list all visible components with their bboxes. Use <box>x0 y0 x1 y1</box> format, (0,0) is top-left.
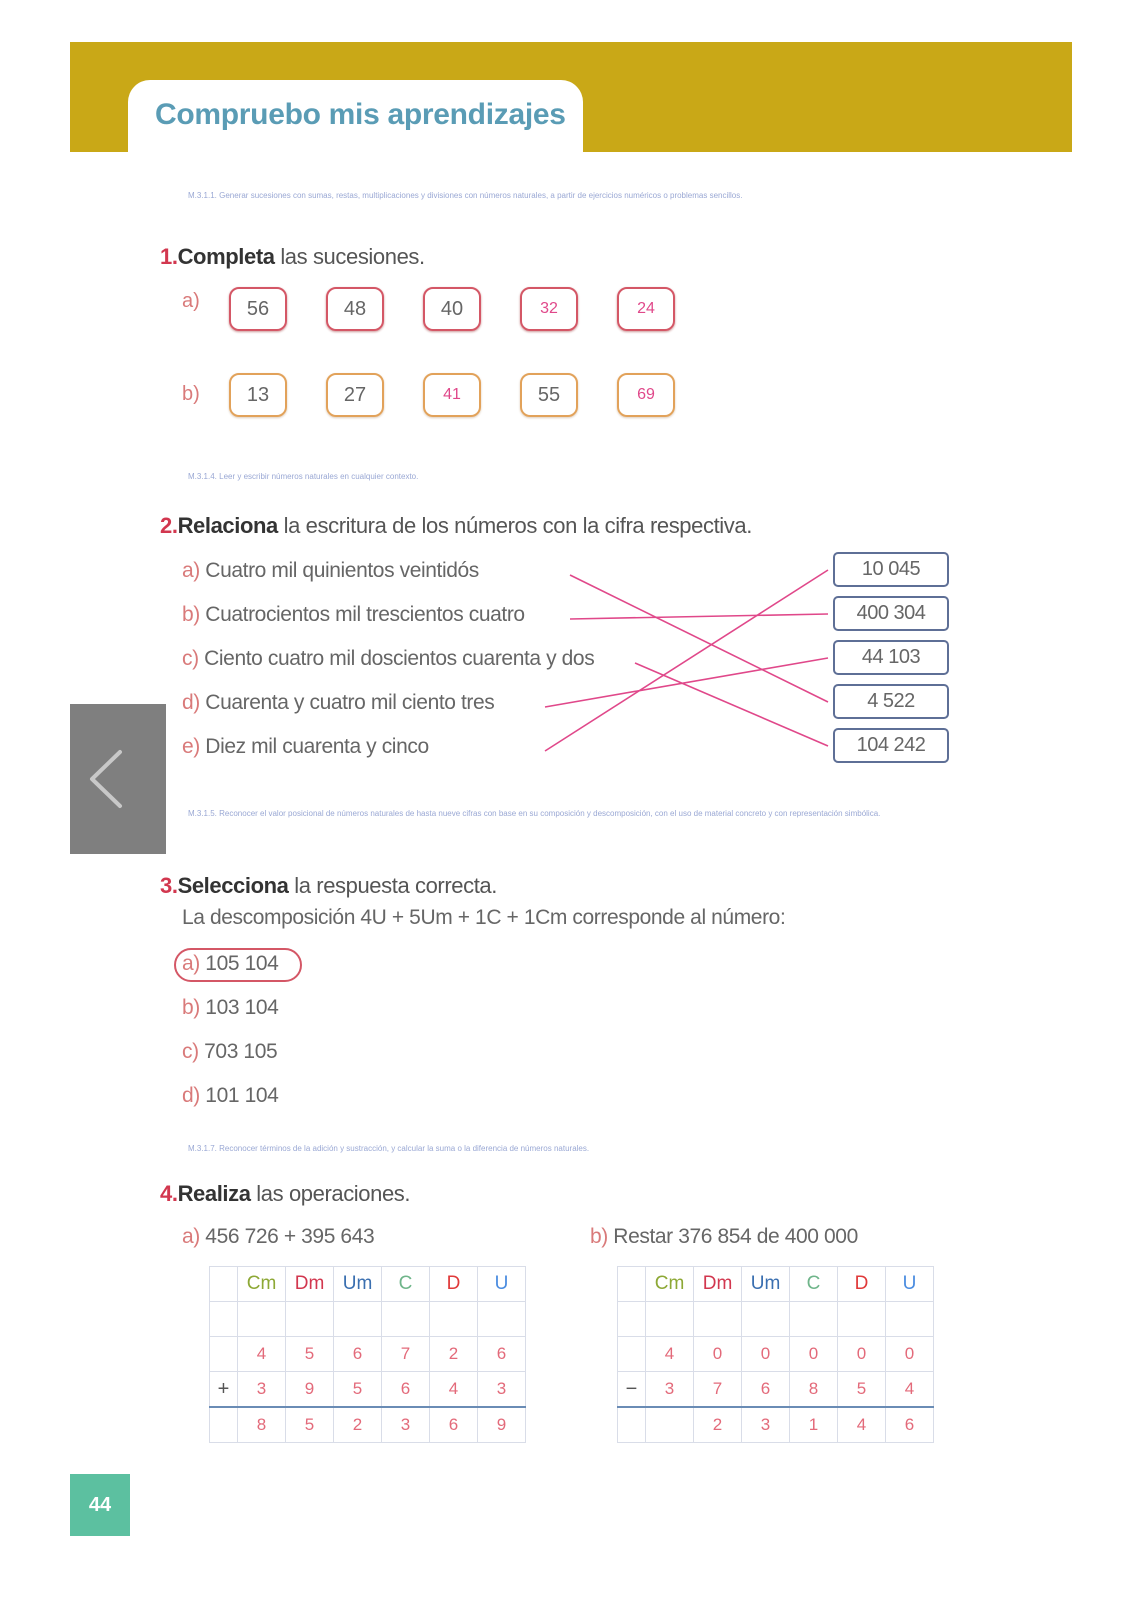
sequence-b-answer-1[interactable]: 41 <box>423 373 481 417</box>
result-cell[interactable]: 3 <box>382 1407 430 1443</box>
match-number-2[interactable]: 400 304 <box>833 596 949 631</box>
match-number-5[interactable]: 104 242 <box>833 728 949 763</box>
operation-text: Restar 376 854 de 400 000 <box>607 1225 858 1248</box>
standard-text-4: M.3.1.7. Reconocer términos de la adición y sustracción, y calcular la suma o la diferencia de números naturales. <box>188 1144 590 1153</box>
sequence-b-answer-2[interactable]: 69 <box>617 373 675 417</box>
digit-cell[interactable]: 4 <box>646 1337 694 1372</box>
result-cell[interactable]: 1 <box>790 1407 838 1443</box>
option-c[interactable] <box>182 1040 277 1064</box>
match-number-4[interactable]: 4 522 <box>833 684 949 719</box>
column-header-u: U <box>478 1267 526 1302</box>
phrase-text: Diez mil cuarenta y cinco <box>199 735 429 758</box>
standard-text-1: M.3.1.1. Generar sucesiones con sumas, restas, multiplicaciones y divisiones con números naturales, a partir de ejercicios numéricos o problemas sencillos. <box>188 191 743 200</box>
question-number: 2. <box>160 513 178 538</box>
sequence-b-label: b) <box>182 383 200 405</box>
digit-cell[interactable]: 6 <box>478 1337 526 1372</box>
phrase-text: Ciento cuatro mil doscientos cuarenta y dos <box>198 647 595 670</box>
question-verb: Selecciona <box>177 873 289 898</box>
question-verb: Completa <box>177 244 275 269</box>
previous-page-button[interactable] <box>70 704 166 854</box>
grid-cell[interactable] <box>430 1302 478 1337</box>
column-header-dm: Dm <box>286 1267 334 1302</box>
sequence-a-box-1: 56 <box>229 287 287 331</box>
digit-cell[interactable]: 0 <box>838 1337 886 1372</box>
grid-cell[interactable] <box>334 1302 382 1337</box>
result-cell[interactable]: 3 <box>742 1407 790 1443</box>
digit-cell[interactable]: 0 <box>886 1337 934 1372</box>
grid-cell[interactable] <box>382 1302 430 1337</box>
option-b[interactable] <box>182 996 278 1020</box>
operation-b-label <box>590 1225 858 1249</box>
phrase-letter: e) <box>182 735 200 758</box>
standard-text-3: M.3.1.5. Reconocer el valor posicional de números naturales de hasta nueve cifras con base en su composición y descomposición, con el uso de material concreto y con representación simbólica. <box>188 809 881 818</box>
option-letter: d) <box>182 1084 200 1107</box>
result-cell[interactable]: 6 <box>886 1407 934 1443</box>
grid-cell <box>210 1267 238 1302</box>
column-header-cm: Cm <box>238 1267 286 1302</box>
digit-cell[interactable]: 0 <box>790 1337 838 1372</box>
match-number-1[interactable]: 10 045 <box>833 552 949 587</box>
question-text: la escritura de los números con la cifra respectiva. <box>277 513 752 538</box>
sequence-a-box-2: 48 <box>326 287 384 331</box>
grid-cell[interactable] <box>286 1302 334 1337</box>
phrase-letter: a) <box>182 559 200 582</box>
question-verb: Realiza <box>177 1181 251 1206</box>
result-cell[interactable] <box>646 1407 694 1443</box>
match-line <box>570 614 828 619</box>
digit-cell[interactable]: 3 <box>478 1372 526 1408</box>
digit-cell[interactable]: 5 <box>334 1372 382 1408</box>
column-header-d: D <box>430 1267 478 1302</box>
grid-cell[interactable] <box>742 1302 790 1337</box>
question-text: la respuesta correcta. <box>288 873 497 898</box>
operator-sign: − <box>618 1372 646 1408</box>
option-a[interactable] <box>182 952 278 976</box>
option-letter: b) <box>182 996 200 1019</box>
column-header-c: C <box>790 1267 838 1302</box>
result-cell[interactable]: 4 <box>838 1407 886 1443</box>
digit-cell[interactable]: 3 <box>238 1372 286 1408</box>
match-line <box>545 658 828 707</box>
operation-letter: a) <box>182 1225 200 1248</box>
grid-cell <box>618 1302 646 1337</box>
result-cell[interactable]: 8 <box>238 1407 286 1443</box>
result-cell[interactable]: 9 <box>478 1407 526 1443</box>
match-number-3[interactable]: 44 103 <box>833 640 949 675</box>
digit-cell[interactable]: 4 <box>238 1337 286 1372</box>
operation-a-label <box>182 1225 374 1249</box>
page-title: Compruebo mis aprendizajes <box>155 98 566 131</box>
phrase-text: Cuatrocientos mil trescientos cuatro <box>199 603 525 626</box>
sequence-a-answer-2[interactable]: 24 <box>617 287 675 331</box>
page-number: 44 <box>70 1474 130 1536</box>
digit-cell[interactable]: 4 <box>886 1372 934 1408</box>
match-line <box>545 570 828 751</box>
column-header-u: U <box>886 1267 934 1302</box>
operation-a-grid <box>209 1266 526 1443</box>
grid-cell[interactable] <box>838 1302 886 1337</box>
option-text: 103 104 <box>199 996 279 1019</box>
digit-cell[interactable]: 7 <box>694 1372 742 1408</box>
phrase-letter: c) <box>182 647 199 670</box>
phrase-letter: b) <box>182 603 200 626</box>
question-text: las sucesiones. <box>274 244 425 269</box>
option-text: 105 104 <box>199 952 279 975</box>
sequence-a-label: a) <box>182 290 200 312</box>
question-3-title <box>160 873 497 899</box>
operator-sign: + <box>210 1372 238 1408</box>
digit-cell[interactable]: 0 <box>742 1337 790 1372</box>
digit-cell[interactable]: 5 <box>838 1372 886 1408</box>
sequence-a-answer-1[interactable]: 32 <box>520 287 578 331</box>
option-text: 703 105 <box>198 1040 278 1063</box>
sequence-b-box-1: 13 <box>229 373 287 417</box>
grid-cell <box>618 1407 646 1443</box>
grid-cell <box>210 1302 238 1337</box>
column-header-c: C <box>382 1267 430 1302</box>
question-verb: Relaciona <box>177 513 278 538</box>
option-text: 101 104 <box>199 1084 279 1107</box>
digit-cell[interactable]: 8 <box>790 1372 838 1408</box>
grid-cell[interactable] <box>238 1302 286 1337</box>
result-cell[interactable]: 6 <box>430 1407 478 1443</box>
digit-cell[interactable]: 6 <box>742 1372 790 1408</box>
operation-letter: b) <box>590 1225 608 1248</box>
chevron-left-icon <box>70 704 166 854</box>
question-text: las operaciones. <box>250 1181 411 1206</box>
column-header-dm: Dm <box>694 1267 742 1302</box>
digit-cell[interactable]: 2 <box>430 1337 478 1372</box>
grid-cell[interactable] <box>790 1302 838 1337</box>
grid-cell <box>618 1267 646 1302</box>
result-cell[interactable]: 5 <box>286 1407 334 1443</box>
digit-cell[interactable]: 7 <box>382 1337 430 1372</box>
column-header-um: Um <box>742 1267 790 1302</box>
grid-cell <box>210 1407 238 1443</box>
question-number: 4. <box>160 1181 178 1206</box>
grid-cell[interactable] <box>886 1302 934 1337</box>
option-d[interactable] <box>182 1084 278 1108</box>
option-letter: c) <box>182 1040 199 1063</box>
grid-cell <box>210 1337 238 1372</box>
result-cell[interactable]: 2 <box>694 1407 742 1443</box>
column-header-d: D <box>838 1267 886 1302</box>
digit-cell[interactable]: 0 <box>694 1337 742 1372</box>
digit-cell[interactable]: 4 <box>430 1372 478 1408</box>
standard-text-2: M.3.1.4. Leer y escribir números naturales en cualquier contexto. <box>188 472 419 481</box>
option-letter: a) <box>182 952 200 975</box>
grid-cell[interactable] <box>694 1302 742 1337</box>
grid-cell <box>618 1337 646 1372</box>
digit-cell[interactable]: 5 <box>286 1337 334 1372</box>
phrase-text: Cuarenta y cuatro mil ciento tres <box>199 691 495 714</box>
digit-cell[interactable]: 6 <box>334 1337 382 1372</box>
column-header-cm: Cm <box>646 1267 694 1302</box>
question-3-prompt: La descomposición 4U + 5Um + 1C + 1Cm corresponde al número: <box>182 906 786 929</box>
digit-cell[interactable]: 6 <box>382 1372 430 1408</box>
digit-cell[interactable]: 9 <box>286 1372 334 1408</box>
grid-cell[interactable] <box>646 1302 694 1337</box>
operation-text: 456 726 + 395 643 <box>199 1225 375 1248</box>
digit-cell[interactable]: 3 <box>646 1372 694 1408</box>
grid-cell[interactable] <box>478 1302 526 1337</box>
question-4-title <box>160 1181 410 1207</box>
result-cell[interactable]: 2 <box>334 1407 382 1443</box>
column-header-um: Um <box>334 1267 382 1302</box>
operation-b-grid <box>617 1266 934 1443</box>
phrase-letter: d) <box>182 691 200 714</box>
question-number: 1. <box>160 244 178 269</box>
phrase-text: Cuatro mil quinientos veintidós <box>199 559 479 582</box>
sequence-b-box-2: 27 <box>326 373 384 417</box>
sequence-a-box-3: 40 <box>423 287 481 331</box>
question-number: 3. <box>160 873 178 898</box>
sequence-b-box-4: 55 <box>520 373 578 417</box>
